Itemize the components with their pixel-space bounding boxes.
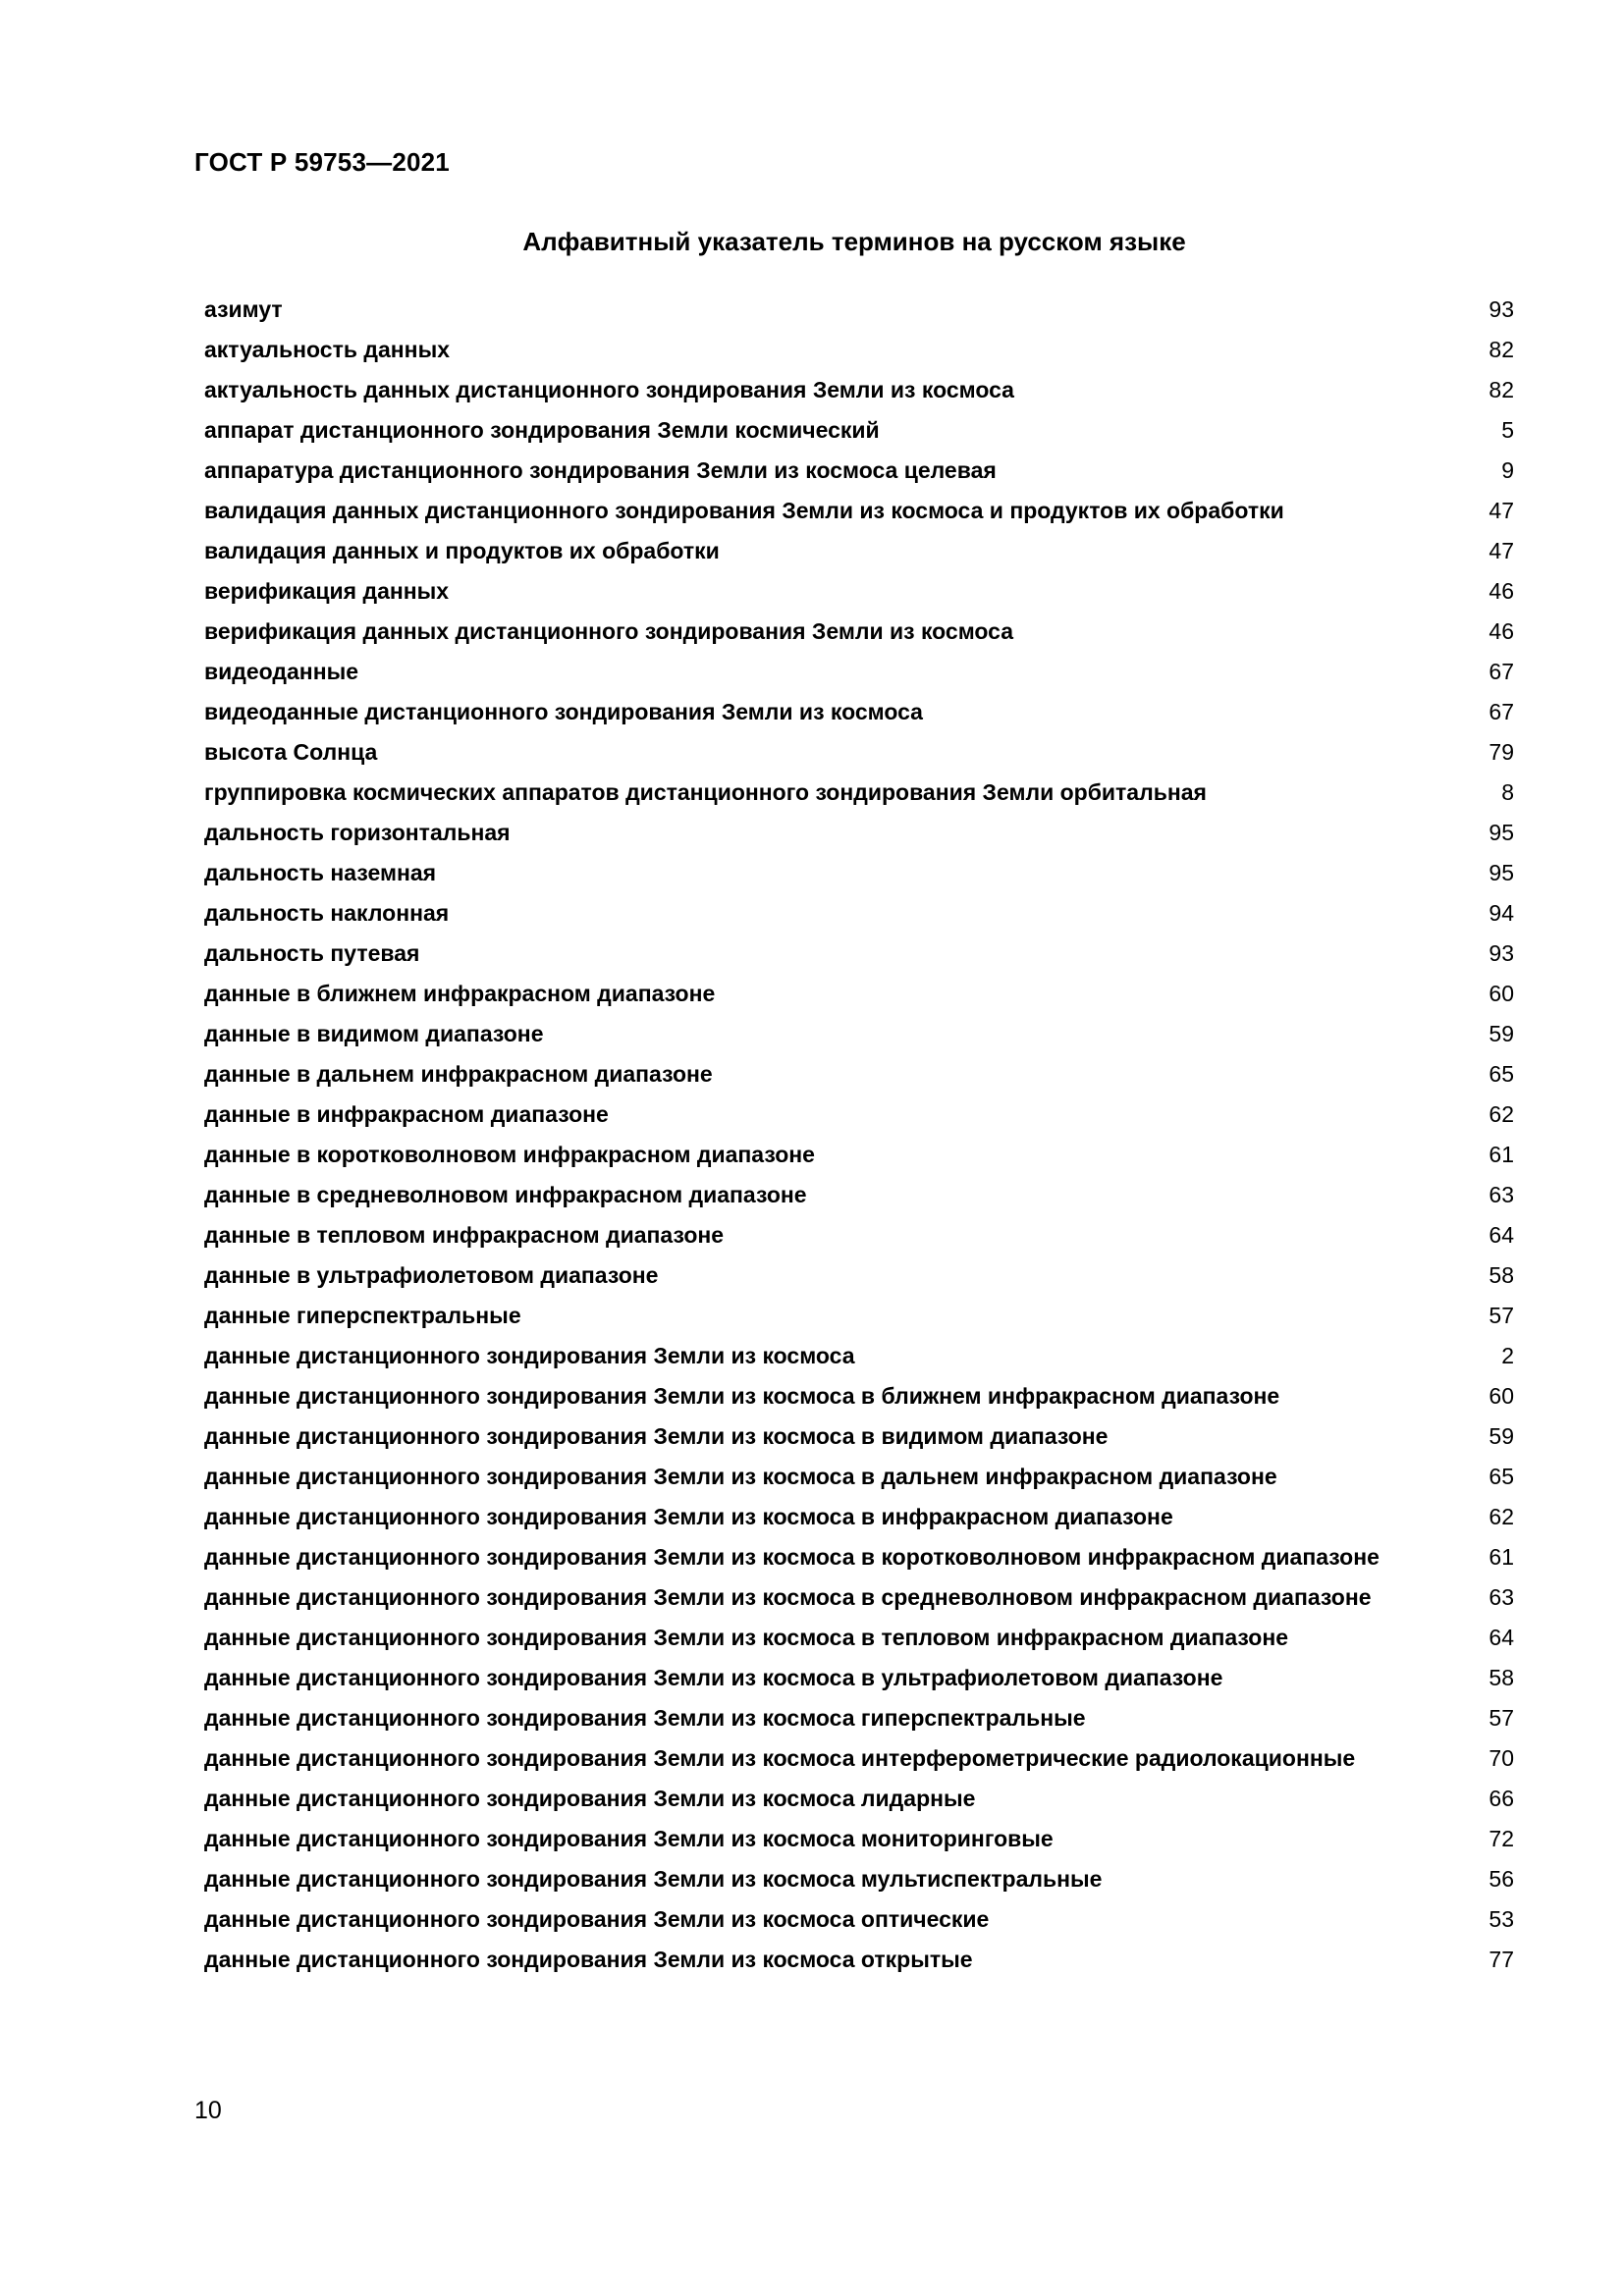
index-page-ref: 65 — [1489, 1464, 1514, 1489]
index-term: видеоданные — [204, 659, 359, 684]
index-entry — [204, 1140, 1514, 1170]
index-page-ref: 94 — [1489, 900, 1514, 926]
index-term: данные в ближнем инфракрасном диапазоне — [204, 981, 716, 1006]
index-term: аппаратура дистанционного зондирования Земли из космоса целевая — [204, 457, 997, 483]
index-page-ref: 57 — [1489, 1303, 1514, 1328]
index-term: группировка космических аппаратов дистанционного зондирования Земли орбитальная — [204, 779, 1207, 805]
index-entry — [204, 938, 1514, 969]
index-term: данные дистанционного зондирования Земли из космоса мультиспектральные — [204, 1866, 1103, 1892]
index-page-ref: 62 — [1489, 1101, 1514, 1127]
index-page-ref: 8 — [1501, 779, 1514, 805]
index-entry — [204, 1945, 1514, 1975]
index-entry — [204, 294, 1514, 325]
index-term: данные дистанционного зондирования Земли из космоса в средневолновом инфракрасном диапазоне — [204, 1584, 1372, 1610]
index-term: данные дистанционного зондирования Земли из космоса гиперспектральные — [204, 1705, 1086, 1731]
index-entry — [204, 1381, 1514, 1412]
index-page-ref: 60 — [1489, 1383, 1514, 1409]
index-entry — [204, 1462, 1514, 1492]
index-entry — [204, 1059, 1514, 1090]
index-term: данные дистанционного зондирования Земли из космоса в коротковолновом инфракрасном диапазоне — [204, 1544, 1380, 1570]
index-page-ref: 95 — [1489, 860, 1514, 885]
index-entry — [204, 818, 1514, 848]
index-term: данные в тепловом инфракрасном диапазоне — [204, 1222, 725, 1248]
index-term: дальность наземная — [204, 860, 437, 885]
index-entry — [204, 335, 1514, 365]
index-term: дальность горизонтальная — [204, 820, 511, 845]
index-page-ref: 63 — [1489, 1584, 1514, 1610]
index-page-ref: 82 — [1489, 377, 1514, 402]
index-entry — [204, 1703, 1514, 1734]
index-term: аппарат дистанционного зондирования Земли космический — [204, 417, 880, 443]
index-term: данные дистанционного зондирования Земли из космоса в инфракрасном диапазоне — [204, 1504, 1173, 1529]
index-entry — [204, 1019, 1514, 1049]
index-page-ref: 60 — [1489, 981, 1514, 1006]
index-page-ref: 61 — [1489, 1142, 1514, 1167]
index-entry — [204, 1542, 1514, 1573]
index-page-ref: 59 — [1489, 1021, 1514, 1046]
index-term: данные дистанционного зондирования Земли из космоса лидарные — [204, 1786, 976, 1811]
index-entry — [204, 415, 1514, 446]
index-term: данные дистанционного зондирования Земли из космоса мониторинговые — [204, 1826, 1054, 1851]
index-term: данные в дальнем инфракрасном диапазоне — [204, 1061, 713, 1087]
index-page-ref: 2 — [1501, 1343, 1514, 1368]
index-page-ref: 61 — [1489, 1544, 1514, 1570]
index-entry — [204, 737, 1514, 768]
index-page-ref: 46 — [1489, 618, 1514, 644]
index-term: данные дистанционного зондирования Земли из космоса — [204, 1343, 855, 1368]
index-entry — [204, 536, 1514, 566]
index-term: высота Солнца — [204, 739, 378, 765]
index-entry — [204, 1099, 1514, 1130]
page-title: Алфавитный указатель терминов на русском языке — [522, 227, 1186, 256]
index-term: данные дистанционного зондирования Земли из космоса в тепловом инфракрасном диапазоне — [204, 1625, 1289, 1650]
index-term: данные в коротковолновом инфракрасном диапазоне — [204, 1142, 815, 1167]
index-entry — [204, 898, 1514, 929]
index-term: данные дистанционного зондирования Земли из космоса в ультрафиолетовом диапазоне — [204, 1665, 1223, 1690]
index-page-ref: 53 — [1489, 1906, 1514, 1932]
index-term: данные дистанционного зондирования Земли из космоса оптические — [204, 1906, 990, 1932]
index-entry — [204, 1824, 1514, 1854]
index-entry — [204, 1743, 1514, 1774]
index-term: верификация данных дистанционного зондирования Земли из космоса — [204, 618, 1014, 644]
index-entry — [204, 496, 1514, 526]
index-page-ref: 65 — [1489, 1061, 1514, 1087]
index-entry — [204, 697, 1514, 727]
index-entry — [204, 1180, 1514, 1210]
index-term: данные дистанционного зондирования Земли из космоса интерферометрические радиолокационные — [204, 1745, 1356, 1771]
index-entry — [204, 1220, 1514, 1251]
index-entry — [204, 1663, 1514, 1693]
index-entry — [204, 657, 1514, 687]
index-page-ref: 64 — [1489, 1625, 1514, 1650]
index-term: данные дистанционного зондирования Земли из космоса в дальнем инфракрасном диапазоне — [204, 1464, 1277, 1489]
index-page-ref: 9 — [1501, 457, 1514, 483]
index-page-ref: 67 — [1489, 659, 1514, 684]
index-page-ref: 47 — [1489, 498, 1514, 523]
index-page-ref: 66 — [1489, 1786, 1514, 1811]
index-page-ref: 95 — [1489, 820, 1514, 845]
index-page-ref: 57 — [1489, 1705, 1514, 1731]
index-page-ref: 67 — [1489, 699, 1514, 724]
index-term: азимут — [204, 296, 283, 322]
index-page-ref: 82 — [1489, 337, 1514, 362]
index-page-ref: 62 — [1489, 1504, 1514, 1529]
index-term: данные в средневолновом инфракрасном диапазоне — [204, 1182, 807, 1207]
index-term: валидация данных и продуктов их обработки — [204, 538, 720, 563]
index-term: данные дистанционного зондирования Земли из космоса в видимом диапазоне — [204, 1423, 1109, 1449]
index-entry — [204, 1341, 1514, 1371]
index-page-ref: 70 — [1489, 1745, 1514, 1771]
index-entry — [204, 1623, 1514, 1653]
index-page-ref: 58 — [1489, 1262, 1514, 1288]
index-term: данные в ультрафиолетовом диапазоне — [204, 1262, 659, 1288]
index-entry — [204, 1502, 1514, 1532]
index-page-ref: 59 — [1489, 1423, 1514, 1449]
index-page-ref: 93 — [1489, 940, 1514, 966]
index-term: данные дистанционного зондирования Земли из космоса открытые — [204, 1947, 973, 1972]
page-number: 10 — [194, 2097, 222, 2124]
index-page-ref: 63 — [1489, 1182, 1514, 1207]
index-term: данные дистанционного зондирования Земли из космоса в ближнем инфракрасном диапазоне — [204, 1383, 1280, 1409]
index-entry — [204, 1421, 1514, 1452]
term-index-list — [204, 294, 1514, 1985]
index-page-ref: 64 — [1489, 1222, 1514, 1248]
document-id: ГОСТ Р 59753—2021 — [194, 147, 450, 177]
index-term: данные в инфракрасном диапазоне — [204, 1101, 609, 1127]
index-page-ref: 58 — [1489, 1665, 1514, 1690]
index-page-ref: 5 — [1501, 417, 1514, 443]
index-term: валидация данных дистанционного зондирования Земли из космоса и продуктов их обработки — [204, 498, 1284, 523]
index-entry — [204, 1864, 1514, 1895]
index-term: актуальность данных — [204, 337, 451, 362]
index-entry — [204, 777, 1514, 808]
index-term: дальность наклонная — [204, 900, 450, 926]
index-page-ref: 93 — [1489, 296, 1514, 322]
index-term: видеоданные дистанционного зондирования Земли из космоса — [204, 699, 923, 724]
index-entry — [204, 1784, 1514, 1814]
index-term: данные в видимом диапазоне — [204, 1021, 544, 1046]
index-page-ref: 72 — [1489, 1826, 1514, 1851]
index-term: верификация данных — [204, 578, 450, 604]
index-entry — [204, 858, 1514, 888]
index-entry — [204, 1301, 1514, 1331]
index-entry — [204, 616, 1514, 647]
index-term: данные гиперспектральные — [204, 1303, 521, 1328]
index-entry — [204, 576, 1514, 607]
index-entry — [204, 1904, 1514, 1935]
index-entry — [204, 1582, 1514, 1613]
index-entry — [204, 455, 1514, 486]
index-page-ref: 47 — [1489, 538, 1514, 563]
index-page-ref: 46 — [1489, 578, 1514, 604]
index-entry — [204, 375, 1514, 405]
index-entry — [204, 1260, 1514, 1291]
index-entry — [204, 979, 1514, 1009]
index-page-ref: 56 — [1489, 1866, 1514, 1892]
index-page-ref: 79 — [1489, 739, 1514, 765]
index-term: дальность путевая — [204, 940, 420, 966]
index-term: актуальность данных дистанционного зондирования Земли из космоса — [204, 377, 1014, 402]
index-page-ref: 77 — [1489, 1947, 1514, 1972]
